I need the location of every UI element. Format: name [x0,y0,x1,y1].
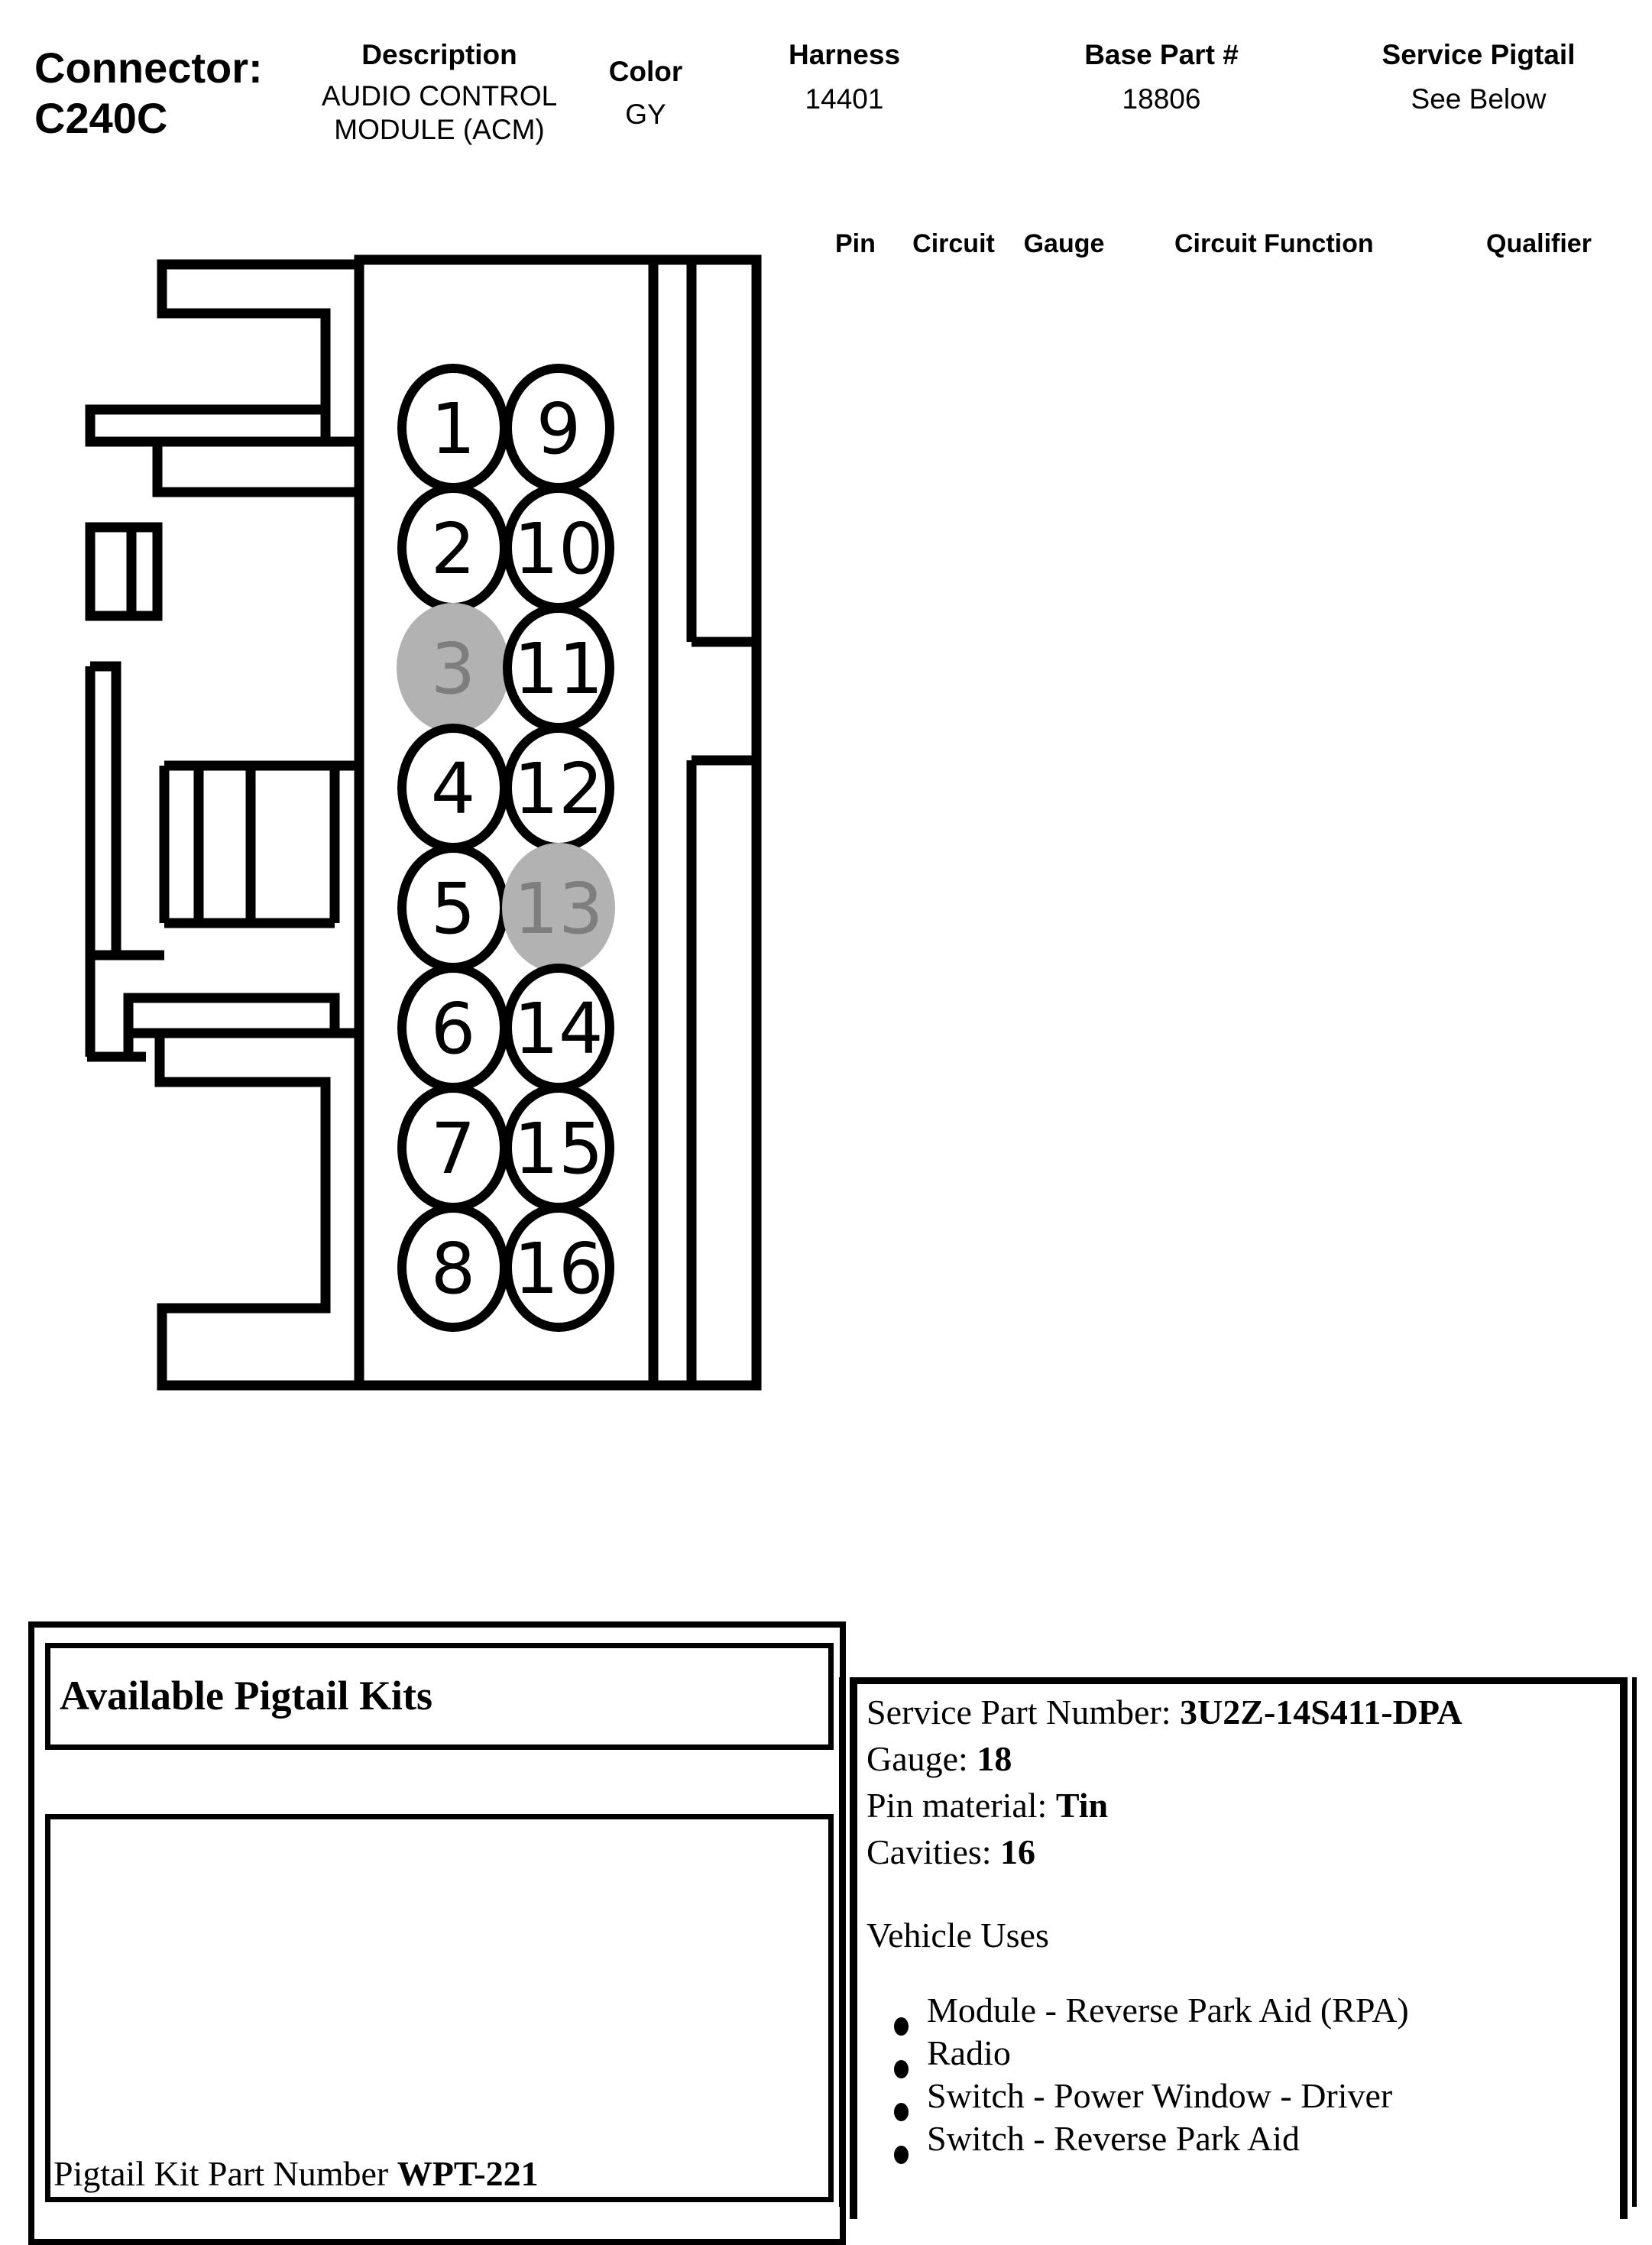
pin-number-4: 4 [430,748,476,830]
pin-number-6: 6 [430,988,476,1070]
connector-title [34,43,263,144]
vehicle-use-item [866,2075,1620,2117]
pin-material-label: Pin material: [866,1786,1048,1825]
pin-number-5: 5 [430,868,476,950]
rail-notch [692,642,756,760]
panel-divider-line-left [839,1677,844,2207]
bullet-icon [894,2091,909,2109]
service-part-label: Service Part Number: [866,1693,1171,1732]
kit-part-number: WPT-221 [397,2154,539,2193]
pin-number-2: 2 [430,508,476,590]
service-pigtail-value: See Below [1411,83,1547,115]
vehicle-use-item [866,2117,1620,2160]
cavities-value: 16 [1000,1832,1036,1871]
vehicle-uses-title: Vehicle Uses [866,1916,1049,1955]
col-header-qualifier: Qualifier [1486,229,1592,258]
header-field-harness [753,38,936,116]
harness-label: Harness [788,39,901,70]
color-value: GY [625,99,666,130]
service-pigtail-label: Service Pigtail [1382,39,1576,70]
key-bar-b [157,442,359,492]
bullet-icon [894,2133,909,2152]
pin-number-14: 14 [513,988,604,1070]
panel-divider-line-right [1632,1677,1637,2207]
vehicle-use-text: Module - Reverse Park Aid (RPA) [927,1991,1409,2030]
vehicle-use-text: Switch - Power Window - Driver [927,2076,1393,2115]
vehicle-use-item [866,1989,1620,2032]
bullet-icon [894,2005,909,2023]
pin-material-line [866,1782,1620,1829]
col-header-pin: Pin [835,229,876,258]
header-field-color [588,55,703,131]
col-header-circuit: Circuit [912,229,995,258]
base-part-value: 18806 [1122,83,1201,115]
pigtail-kits-title: Available Pigtail Kits [60,1673,432,1719]
header-field-base-part [1062,38,1261,116]
vehicle-use-text: Switch - Reverse Park Aid [927,2119,1301,2158]
harness-value: 14401 [805,83,884,115]
key-bar-d [128,998,335,1033]
pigtail-kits-content-box [45,1814,834,2202]
connector-face-diagram [0,229,829,1452]
pin-material-value: Tin [1055,1786,1109,1825]
pin-cavities [397,368,615,1327]
key-tab-top [162,264,359,410]
connector-label: Connector: [34,44,263,92]
pin-number-7: 7 [430,1108,476,1190]
gauge-line [866,1735,1620,1782]
key-tab-bottom [160,1033,359,1385]
gauge-label: Gauge: [866,1739,968,1778]
key-strip [90,666,164,955]
pin-table-header [829,229,1652,264]
pin-number-15: 15 [513,1108,604,1190]
pin-number-10: 10 [513,508,604,590]
col-header-gauge: Gauge [1023,229,1105,258]
pin-number-11: 11 [513,628,604,710]
pigtail-kits-panel [28,1621,846,2245]
pin-number-13: 13 [513,868,604,950]
service-part-number: 3U2Z-14S411-DPA [1180,1693,1463,1732]
pigtail-kit-part-number-line [53,2153,539,2194]
vehicle-use-item [866,2032,1620,2075]
cavities-label: Cavities: [866,1832,992,1871]
bullet-icon [894,2048,909,2066]
pin-number-1: 1 [430,388,476,470]
vehicle-uses-list [866,1989,1620,2160]
description-value-line2: MODULE (ACM) [334,114,545,145]
description-value-line1: AUDIO CONTROL [321,80,558,112]
pin-number-16: 16 [513,1228,604,1310]
description-label: Description [361,39,517,70]
kit-part-label: Pigtail Kit Part Number [53,2154,389,2193]
color-label: Color [608,56,683,87]
pin-number-9: 9 [536,388,581,470]
base-part-label: Base Part # [1084,39,1239,70]
service-part-panel [850,1677,1628,2219]
key-grid-block [164,766,359,923]
key-tab-f [87,955,146,1057]
col-header-function: Circuit Function [1174,229,1374,258]
gauge-value: 18 [977,1739,1012,1778]
connector-id: C240C [34,94,168,142]
vehicle-use-text: Radio [927,2033,1011,2072]
header-field-description [252,38,627,147]
pin-number-8: 8 [430,1228,476,1310]
pin-number-3: 3 [430,628,476,710]
pigtail-kits-title-box [45,1643,834,1750]
header-field-service-pigtail [1368,38,1589,116]
service-part-number-line [866,1689,1620,1735]
key-tab-c [90,527,157,616]
cavities-line [866,1829,1620,1875]
pin-number-12: 12 [513,748,604,830]
